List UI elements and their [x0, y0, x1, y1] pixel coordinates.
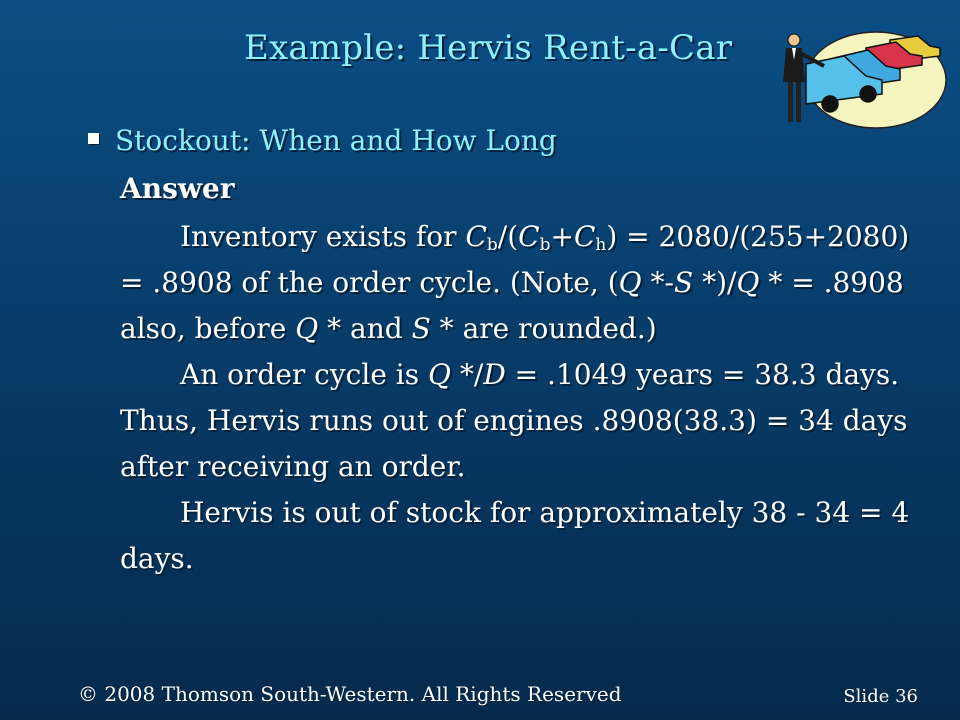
- bullet-item: [88, 124, 557, 157]
- var-Q: Q: [295, 312, 319, 345]
- text-run: *)/: [693, 266, 737, 299]
- copyright-footer: © 2008 Thomson South-Western. All Rights Reserved: [78, 682, 622, 706]
- text-run: An order cycle is: [180, 358, 429, 391]
- var-S: S: [411, 312, 431, 345]
- slide-title: Example: Hervis Rent-a-Car: [244, 28, 733, 68]
- text-run: = .8908 of the order cycle. (Note, (: [120, 266, 619, 299]
- text-run: +: [550, 220, 574, 253]
- subscript-b: b: [539, 235, 551, 255]
- text-run: *-: [641, 266, 674, 299]
- text-run: Inventory exists for: [180, 220, 466, 253]
- text-run: * and: [318, 312, 412, 345]
- body-line-6: after receiving an order.: [120, 450, 466, 483]
- subscript-h: h: [595, 235, 607, 255]
- text-run: = .1049 years = 38.3 days.: [505, 358, 900, 391]
- var-C: C: [465, 220, 487, 253]
- body-line-3: [120, 312, 657, 345]
- var-S: S: [674, 266, 694, 299]
- var-C: C: [518, 220, 540, 253]
- body-line-5: Thus, Hervis runs out of engines .8908(38.3) = 34 days: [120, 404, 908, 437]
- bullet-text: Stockout: When and How Long: [115, 124, 557, 157]
- var-Q: Q: [428, 358, 451, 391]
- var-D: D: [483, 358, 506, 391]
- body-line-4: [180, 358, 899, 391]
- body-line-1: [180, 220, 909, 253]
- text-run: ) = 2080/(255+2080): [606, 220, 910, 253]
- salesman-with-cars-icon: [770, 20, 950, 130]
- text-run: */: [450, 358, 484, 391]
- answer-heading: Answer: [120, 172, 235, 205]
- text-run: /(: [497, 220, 519, 253]
- text-run: also, before: [120, 312, 296, 345]
- var-Q: Q: [618, 266, 642, 299]
- text-run: * are rounded.): [430, 312, 657, 345]
- text-run: * = .8908: [759, 266, 904, 299]
- bullet-square-icon: [88, 133, 99, 144]
- slide-number: Slide 36: [843, 686, 918, 707]
- subscript-b: b: [486, 235, 498, 255]
- body-line-7: Hervis is out of stock for approximately 38 - 34 = 4: [180, 496, 910, 529]
- var-Q: Q: [736, 266, 760, 299]
- body-line-8: days.: [120, 542, 194, 575]
- body-line-2: [120, 266, 904, 299]
- var-C: C: [573, 220, 596, 253]
